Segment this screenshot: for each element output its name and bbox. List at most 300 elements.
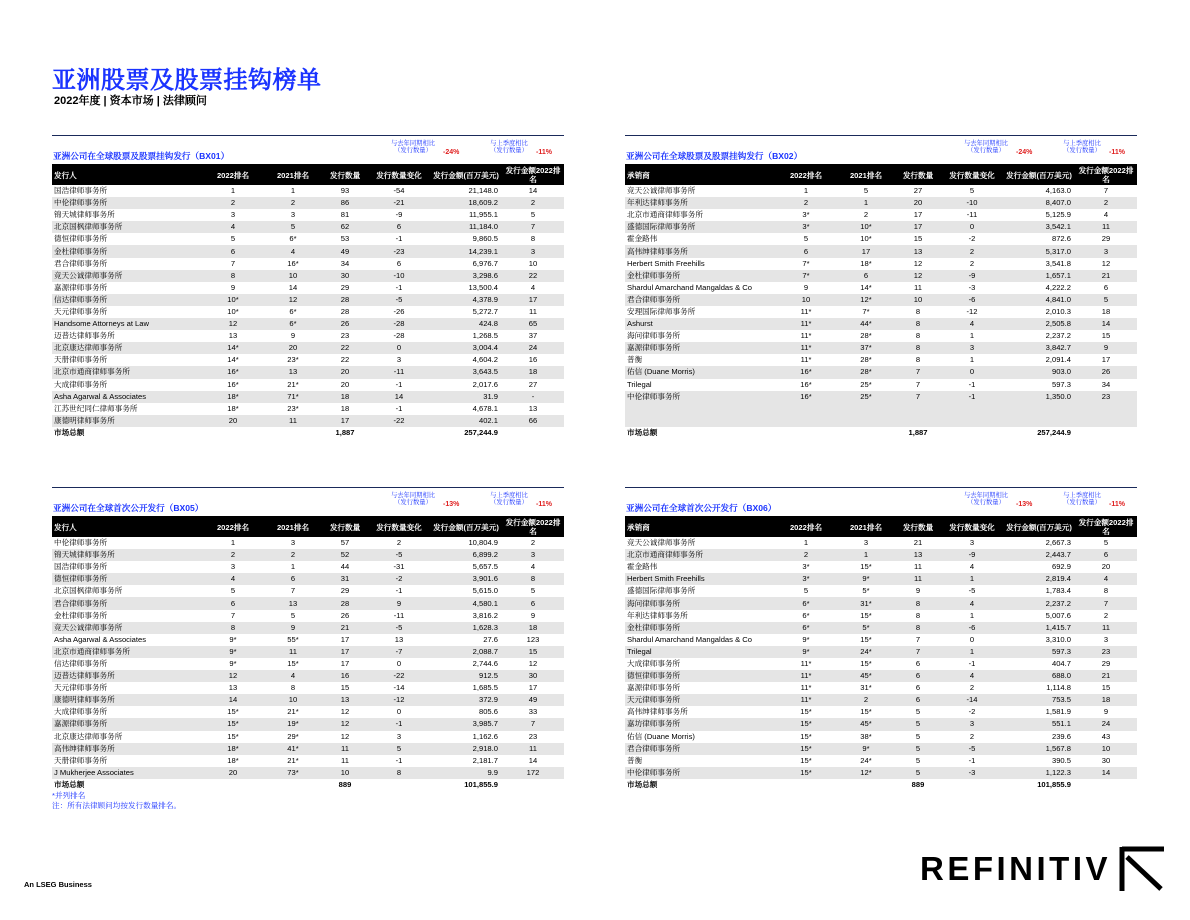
table-cell: 1 xyxy=(969,610,975,620)
table-cell: 5 xyxy=(915,731,921,741)
table-cell: 20 xyxy=(1101,562,1111,572)
table-cell: 6* xyxy=(289,306,297,316)
table-row xyxy=(52,270,564,282)
table-cell: 1 xyxy=(969,331,975,341)
column-header: 发行数量 xyxy=(329,170,361,180)
table-header-area xyxy=(625,136,1137,164)
table-cell: 872.6 xyxy=(1051,234,1071,244)
table-cell: 2 xyxy=(969,258,975,268)
table-row xyxy=(52,221,564,233)
table-cell: 15 xyxy=(1101,683,1111,693)
table-cell: 1,783.4 xyxy=(1045,586,1071,596)
blank-cell xyxy=(1003,403,1075,415)
table-cell: 29* xyxy=(287,731,299,741)
table-cell: 年利达律师事务所 xyxy=(627,198,688,208)
table-cell: 551.1 xyxy=(1051,719,1071,729)
table-cell: 17 xyxy=(340,646,350,656)
table-cell: 23* xyxy=(287,355,299,365)
table-cell: 16* xyxy=(287,258,299,268)
table-cell: 17 xyxy=(1101,355,1111,365)
compare-qoq xyxy=(484,492,552,508)
table-cell: 753.5 xyxy=(1051,695,1071,705)
table-cell: 62 xyxy=(340,222,350,232)
table-cell: 34 xyxy=(1101,379,1111,389)
table-cell: 金杜律师事务所 xyxy=(54,246,108,256)
table-row xyxy=(625,718,1137,730)
table-cell: 24 xyxy=(1101,719,1111,729)
table-cell: 2 xyxy=(530,538,536,548)
table-cell: 14 xyxy=(288,282,298,292)
table-cell: 5,657.5 xyxy=(472,562,498,572)
table-row xyxy=(52,391,564,403)
table-row xyxy=(625,622,1137,634)
table-cell: 20 xyxy=(228,415,238,425)
table-row xyxy=(625,670,1137,682)
table-cell: 5,317.0 xyxy=(1045,246,1071,256)
table-cell: 1,567.8 xyxy=(1045,743,1071,753)
total-cell: 市场总额 xyxy=(52,779,202,791)
table-cell: Shardul Amarchand Mangaldas & Co xyxy=(627,634,752,644)
table-row xyxy=(52,597,564,609)
table-cell: 8 xyxy=(396,767,402,777)
table-cell: 11,184.0 xyxy=(469,222,498,232)
table-cell: 北京国枫律师事务所 xyxy=(54,586,123,596)
table-cell: 9 xyxy=(1103,707,1109,717)
table-cell: 10 xyxy=(340,767,350,777)
table-cell: 3* xyxy=(802,574,810,584)
table-cell: 3,842.7 xyxy=(1045,343,1071,353)
table-cell: 12 xyxy=(528,658,538,668)
total-cell: 101,855.9 xyxy=(1003,779,1075,791)
table-row xyxy=(52,185,564,197)
table-cell: 11 xyxy=(1102,622,1110,632)
compare-yoy xyxy=(385,140,460,156)
table-cell: 12 xyxy=(340,731,350,741)
table-cell: 30 xyxy=(528,671,538,681)
table-row xyxy=(625,197,1137,209)
table-cell: 18* xyxy=(227,391,239,401)
table-cell: 31.9 xyxy=(483,391,498,401)
table-cell: 12 xyxy=(913,258,923,268)
table-cell: 21 xyxy=(913,538,923,548)
total-cell: 市场总额 xyxy=(625,427,775,439)
table-row xyxy=(625,354,1137,366)
table-cell: 2,918.0 xyxy=(472,743,498,753)
table-row xyxy=(625,330,1137,342)
table-cell: 佑信 (Duane Morris) xyxy=(627,731,695,741)
total-cell xyxy=(775,427,837,439)
table-cell: 5 xyxy=(803,586,809,596)
table-row xyxy=(52,755,564,767)
page-title: 亚洲股票及股票挂钩榜单 xyxy=(52,67,322,94)
table-row xyxy=(52,573,564,585)
table-cell: 年利达律师事务所 xyxy=(627,610,688,620)
table-cell: 3,298.6 xyxy=(472,270,498,280)
table-cell: 49 xyxy=(340,246,350,256)
table-cell: 7 xyxy=(1103,598,1109,608)
column-header: 发行数量变化 xyxy=(376,170,422,180)
table-cell: 15 xyxy=(1101,331,1111,341)
column-header: 2022排名 xyxy=(216,522,250,532)
table-cell: 14,239.1 xyxy=(468,246,498,256)
table-row xyxy=(625,391,1137,403)
ranking-note: 注：所有法律顾问均按发行数量排名。 xyxy=(52,800,182,810)
table-cell: -11 xyxy=(393,610,405,620)
table-cell: 12 xyxy=(288,294,298,304)
table-cell: 竞天公诚律师事务所 xyxy=(54,622,123,632)
table-cell: 21 xyxy=(1101,671,1111,681)
table-cell: 688.0 xyxy=(1051,671,1071,681)
table-cell: 4 xyxy=(969,671,975,681)
table-cell: 1,114.8 xyxy=(1046,683,1071,693)
table-cell: 10* xyxy=(860,234,872,244)
table-cell: 大成律师事务所 xyxy=(627,658,681,668)
table-row xyxy=(625,221,1137,233)
table-cell: -54 xyxy=(393,186,405,196)
table-cell: 8,407.0 xyxy=(1045,198,1071,208)
table-cell: 北京市通商律师事务所 xyxy=(627,210,703,220)
table-cell: -5 xyxy=(968,743,976,753)
table-cell: 4 xyxy=(230,222,236,232)
table-cell: 912.5 xyxy=(478,671,498,681)
table-cell: 18,609.2 xyxy=(468,198,498,208)
table-cell: 5 xyxy=(915,707,921,717)
table-cell: 12 xyxy=(913,270,923,280)
table-cell: 5,615.0 xyxy=(472,586,498,596)
table-cell: -6 xyxy=(968,622,976,632)
table-row xyxy=(52,634,564,646)
compare-yoy-label: 与去年同期相比（发行数量） xyxy=(390,492,436,506)
total-cell: 889 xyxy=(322,779,368,791)
column-header: 2022排名 xyxy=(789,170,823,180)
table-row xyxy=(52,306,564,318)
table-cell: 北京市通商律师事务所 xyxy=(54,367,130,377)
table-cell: 17 xyxy=(913,222,923,232)
table-cell: 13 xyxy=(340,695,350,705)
table-cell: 8 xyxy=(915,343,921,353)
table-cell: 4,163.0 xyxy=(1045,186,1071,196)
table-cell: 8 xyxy=(530,234,536,244)
table-cell: 805.6 xyxy=(478,707,498,717)
table-cell: 13 xyxy=(913,550,923,560)
table-cell: 天元律师事务所 xyxy=(54,306,108,316)
table-cell: 2 xyxy=(969,731,975,741)
table-cell: 6 xyxy=(915,658,921,668)
league-table-bx06 xyxy=(625,487,1137,791)
league-table xyxy=(52,164,564,439)
table-cell: 27.6 xyxy=(483,634,498,644)
table-cell: 6 xyxy=(530,598,536,608)
table-cell: 16 xyxy=(340,671,350,681)
table-cell: 5 xyxy=(1103,294,1109,304)
table-cell: 0 xyxy=(396,343,402,353)
table-cell: 9* xyxy=(862,743,870,753)
table-cell: 424.8 xyxy=(478,319,498,329)
table-row xyxy=(52,585,564,597)
total-cell xyxy=(368,779,430,791)
table-cell: 8 xyxy=(915,331,921,341)
table-row xyxy=(52,767,564,779)
table-cell: 13,500.4 xyxy=(468,282,498,292)
table-cell: 11* xyxy=(800,343,812,353)
table-cell: 2,667.3 xyxy=(1045,538,1071,548)
table-cell: 霍金路伟 xyxy=(627,562,658,572)
table-cell: 14 xyxy=(528,186,538,196)
table-cell: 7* xyxy=(862,306,870,316)
table-row xyxy=(625,731,1137,743)
table-cell: 9,860.5 xyxy=(472,234,498,244)
table-cell: 3 xyxy=(290,210,296,220)
table-cell: 嘉源律师事务所 xyxy=(627,683,681,693)
table-cell: 71* xyxy=(287,391,299,401)
compare-qoq-value: -11% xyxy=(1109,149,1125,156)
table-cell: -28 xyxy=(393,319,405,329)
table-cell: 3,004.4 xyxy=(472,343,498,353)
table-cell: -2 xyxy=(968,707,976,717)
table-cell: 7 xyxy=(290,586,296,596)
table-cell: 9 xyxy=(396,598,402,608)
table-row xyxy=(52,330,564,342)
table-cell: 30 xyxy=(340,270,350,280)
total-row xyxy=(52,427,564,439)
table-cell: 11 xyxy=(529,306,537,316)
table-cell: 君合律师事务所 xyxy=(627,743,681,753)
table-cell: 13 xyxy=(394,634,404,644)
table-cell: 15* xyxy=(860,658,872,668)
table-cell: 6* xyxy=(289,319,297,329)
table-cell: 锦天城律师事务所 xyxy=(54,550,115,560)
table-cell: 3,816.2 xyxy=(472,610,498,620)
table-cell: 6 xyxy=(290,574,296,584)
table-cell: 6 xyxy=(396,258,402,268)
table-cell: 江苏世纪同仁律师事务所 xyxy=(54,403,138,413)
table-cell: 金杜律师事务所 xyxy=(54,610,108,620)
table-cell: 3 xyxy=(396,355,402,365)
table-cell: 6 xyxy=(915,695,921,705)
table-cell: 5 xyxy=(915,755,921,765)
total-cell xyxy=(941,779,1003,791)
refinitiv-logo-icon xyxy=(1117,843,1169,895)
table-cell: 23 xyxy=(1101,391,1111,401)
table-cell: 2,091.4 xyxy=(1045,355,1071,365)
column-header: 2021排名 xyxy=(276,522,310,532)
table-cell: 迈普达律师事务所 xyxy=(54,671,115,681)
table-cell: 25* xyxy=(860,391,872,401)
table-cell: 信达律师事务所 xyxy=(54,658,108,668)
table-cell: 12 xyxy=(340,707,350,717)
table-cell: 27 xyxy=(528,379,538,389)
table-header-area xyxy=(625,488,1137,516)
table-cell: - xyxy=(531,391,535,401)
total-cell xyxy=(941,427,1003,439)
total-cell xyxy=(202,779,264,791)
lseg-label: An LSEG Business xyxy=(24,880,92,889)
table-cell: 19* xyxy=(287,719,299,729)
table-cell: 7 xyxy=(530,222,536,232)
table-cell: 8 xyxy=(915,319,921,329)
table-cell: 18 xyxy=(1101,306,1111,316)
table-cell: 普衡 xyxy=(627,355,643,365)
table-row xyxy=(52,379,564,391)
league-table-bx05 xyxy=(52,487,564,811)
table-cell: 5,125.9 xyxy=(1045,210,1071,220)
table-cell: 4 xyxy=(290,246,296,256)
table-row xyxy=(625,294,1137,306)
header-row xyxy=(52,164,564,185)
table-cell: 66 xyxy=(528,415,538,425)
table-row xyxy=(52,282,564,294)
table-cell: 16* xyxy=(800,367,812,377)
table-cell: 8 xyxy=(915,610,921,620)
table-cell: 盛德国际律师事务所 xyxy=(627,222,696,232)
table-cell: 1,268.5 xyxy=(472,331,498,341)
table-row xyxy=(625,706,1137,718)
table-cell: 9 xyxy=(1103,343,1109,353)
table-cell: -1 xyxy=(395,719,403,729)
total-cell: 101,855.9 xyxy=(430,779,502,791)
table-cell: 14* xyxy=(227,355,239,365)
total-cell: 257,244.9 xyxy=(1003,427,1075,439)
table-cell: 903.0 xyxy=(1051,367,1071,377)
table-cell: 15* xyxy=(860,707,872,717)
table-cell: 22 xyxy=(340,355,350,365)
column-header: 发行人 xyxy=(54,170,77,180)
table-cell: Trilegal xyxy=(627,646,652,656)
table-cell: 57 xyxy=(340,538,350,548)
table-cell: 5 xyxy=(863,186,869,196)
table-cell: 23 xyxy=(528,731,538,741)
table-cell: Herbert Smith Freehills xyxy=(627,574,705,584)
column-header: 发行数量 xyxy=(902,522,934,532)
table-cell: 16* xyxy=(227,367,239,377)
table-row xyxy=(625,755,1137,767)
table-cell: 8 xyxy=(230,622,236,632)
table-cell: 1 xyxy=(969,355,975,365)
compare-yoy-label: 与去年同期相比（发行数量） xyxy=(390,140,436,154)
table-row xyxy=(625,767,1137,779)
table-cell: 24* xyxy=(860,646,872,656)
table-cell: 15* xyxy=(860,634,872,644)
table-cell: 49 xyxy=(528,695,538,705)
table-cell: -9 xyxy=(968,550,976,560)
table-cell: 嘉坊律师事务所 xyxy=(627,719,681,729)
table-cell: 15* xyxy=(800,755,812,765)
blank-cell xyxy=(1075,403,1137,415)
table-cell: 15* xyxy=(227,707,239,717)
table-cell: 金杜律师事务所 xyxy=(627,622,681,632)
table-cell: 9 xyxy=(290,622,296,632)
table-cell: 6 xyxy=(915,671,921,681)
table-cell: 2,017.6 xyxy=(472,379,498,389)
table-cell: -1 xyxy=(968,379,976,389)
table-cell: 11 xyxy=(914,574,922,584)
table-cell: 2,744.6 xyxy=(472,658,498,668)
table-cell: 4,378.9 xyxy=(472,294,498,304)
table-cell: 9* xyxy=(229,658,237,668)
table-cell: 北京康达律师事务所 xyxy=(54,731,123,741)
table-cell: 21* xyxy=(287,755,299,765)
table-row xyxy=(625,366,1137,378)
table-row xyxy=(625,318,1137,330)
table-cell: -1 xyxy=(968,658,976,668)
blank-row xyxy=(625,403,1137,415)
compare-yoy xyxy=(385,492,460,508)
table-cell: 8 xyxy=(1103,586,1109,596)
table-cell: 18 xyxy=(1101,695,1111,705)
table-cell: 7* xyxy=(802,270,810,280)
table-cell: 27 xyxy=(913,186,923,196)
table-cell: 盛德国际律师事务所 xyxy=(627,586,696,596)
table-cell: 6 xyxy=(396,222,402,232)
table-row xyxy=(52,258,564,270)
table-footnotes xyxy=(52,791,564,811)
table-cell: 1 xyxy=(803,538,809,548)
table-cell: -1 xyxy=(395,403,403,413)
table-cell: 2,237.2 xyxy=(1045,598,1071,608)
table-row xyxy=(625,185,1137,197)
table-cell: -2 xyxy=(395,574,403,584)
table-cell: 2,181.7 xyxy=(472,755,498,765)
league-table xyxy=(625,164,1137,439)
table-cell: 9* xyxy=(229,646,237,656)
table-cell: -5 xyxy=(968,586,976,596)
table-cell: -9 xyxy=(395,210,403,220)
table-cell: 康德明律师事务所 xyxy=(54,415,115,425)
table-cell: 4 xyxy=(1103,210,1109,220)
table-cell: 锦天城律师事务所 xyxy=(54,210,115,220)
table-cell: 16* xyxy=(227,379,239,389)
column-header: 承销商 xyxy=(627,170,650,180)
table-cell: 2 xyxy=(1103,610,1109,620)
table-cell: 11* xyxy=(800,695,812,705)
table-cell: 4 xyxy=(969,319,975,329)
compare-yoy-label: 与去年同期相比（发行数量） xyxy=(963,492,1009,506)
table-cell: J Mukherjee Associates xyxy=(54,767,134,777)
table-cell: 5,272.7 xyxy=(472,306,498,316)
table-cell: 20 xyxy=(913,198,923,208)
table-cell: 12 xyxy=(1101,258,1111,268)
table-cell: -11 xyxy=(966,210,978,220)
table-cell: 11 xyxy=(914,282,922,292)
table-cell: 2 xyxy=(1103,198,1109,208)
table-cell: 9* xyxy=(802,646,810,656)
table-row xyxy=(625,585,1137,597)
table-row xyxy=(52,610,564,622)
table-cell: 1 xyxy=(803,186,809,196)
table-row xyxy=(52,197,564,209)
table-cell: 1 xyxy=(230,538,236,548)
table-row xyxy=(52,646,564,658)
table-cell: 10 xyxy=(1101,743,1111,753)
table-cell: 大成律师事务所 xyxy=(54,707,108,717)
table-cell: 11* xyxy=(800,331,812,341)
table-cell: 4 xyxy=(969,562,975,572)
table-cell: 高伟绅律师事务所 xyxy=(627,707,688,717)
table-cell: 6 xyxy=(230,598,236,608)
total-row xyxy=(625,427,1137,439)
table-row xyxy=(625,634,1137,646)
table-cell: 3,541.8 xyxy=(1045,258,1071,268)
table-cell: 21* xyxy=(287,379,299,389)
table-cell: 14 xyxy=(1101,767,1111,777)
table-cell: 9.9 xyxy=(487,767,498,777)
total-cell: 1,887 xyxy=(322,427,368,439)
compare-yoy xyxy=(958,492,1033,508)
total-cell xyxy=(202,427,264,439)
league-table-bx01 xyxy=(52,135,564,439)
table-row xyxy=(625,379,1137,391)
table-cell: 28* xyxy=(860,367,872,377)
